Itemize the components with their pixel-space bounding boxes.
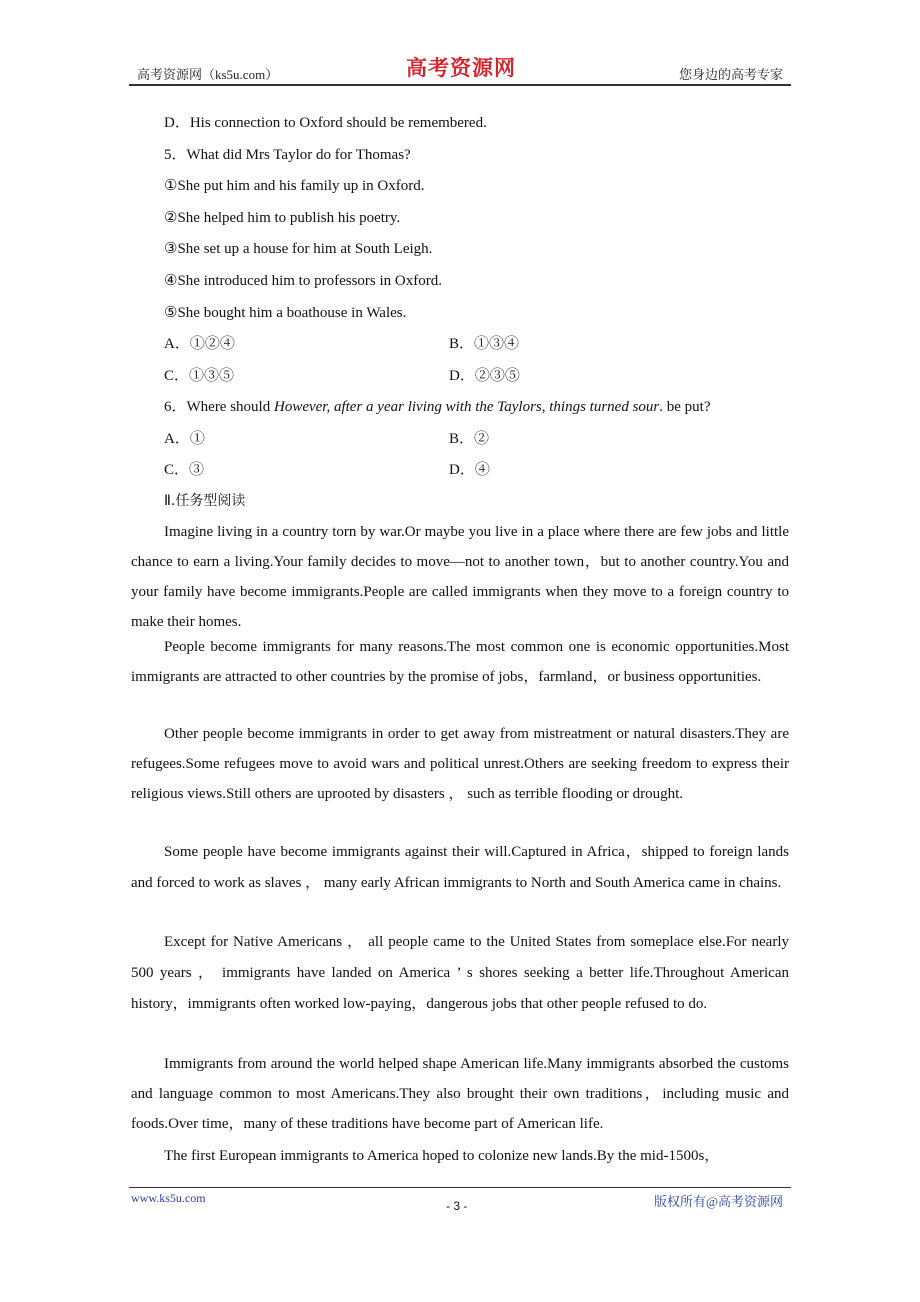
question-line: ④She introduced him to professors in Oxford. (164, 273, 442, 289)
paragraph: Some people have become immigrants against their will.Captured in Africa，shipped to foreign lands and forced to work as slaves ， many early African immigrants to North and South America came in chains. (131, 844, 789, 891)
paragraph: People become immigrants for many reasons.The most common one is economic opportunities.Most immigrants are attracted to other countries by the promise of jobs，farmland，or business opportunities. (131, 639, 789, 685)
option-a: A．① (164, 431, 205, 447)
question-line: ①She put him and his family up in Oxford. (164, 178, 425, 194)
paragraph: The first European immigrants to America hoped to colonize new lands.By the mid-1500s， (164, 1148, 720, 1164)
paragraph: Immigrants from around the world helped shape American life.Many immigrants absorbed the customs and language common to most Americans.They also brought their own traditions，including music and foods.Over time，many of these traditions have become part of American life. (131, 1056, 789, 1132)
header-rule (129, 84, 791, 86)
header-left: 高考资源网（ks5u.com） (137, 67, 279, 82)
question-line: D．His connection to Oxford should be remembered. (164, 115, 487, 131)
footer-right: 版权所有@高考资源网 (654, 1194, 783, 1209)
footer-link[interactable]: www.ks5u.com (131, 1191, 206, 1205)
option-c: C．①③⑤ (164, 368, 235, 384)
q6-quote: However, after a year living with the Taylors, things turned sour (273, 399, 660, 415)
option-d: D．②③⑤ (449, 368, 520, 384)
paragraph: Except for Native Americans ， all people came to the United States from someplace else.For nearly 500 years ， immigrants have landed on America ’ s shores seeking a better life.Throughout American history，immigrants often worked low-paying，dangerous jobs that other people refused to do. (131, 934, 789, 1012)
logo: 高考资源网 (406, 55, 516, 80)
q6-prefix: 6．Where should (164, 399, 274, 415)
question-6 (164, 397, 711, 417)
question-line: ⑤She bought him a boathouse in Wales. (164, 305, 407, 321)
option-b: B．② (449, 431, 490, 447)
section-title: Ⅱ.任务型阅读 (164, 493, 246, 509)
q6-suffix: . be put? (659, 399, 711, 415)
question-line: ③She set up a house for him at South Leigh. (164, 241, 433, 257)
paragraph: Imagine living in a country torn by war.Or maybe you live in a place where there are few jobs and little chance to earn a living.Your family decides to move—not to another town，but to another country.You and your family have become immigrants.People are called immigrants when they move to a foreign country to make their homes. (131, 524, 789, 630)
option-b: B．①③④ (449, 336, 520, 352)
paragraph: Other people become immigrants in order to get away from mistreatment or natural disasters.They are refugees.Some refugees move to avoid wars and political unrest.Others are seeking freedom to express their religious views.Still others are uprooted by disasters ， such as terrible flooding or drought. (131, 726, 789, 802)
option-c: C．③ (164, 462, 205, 478)
question-line: 5．What did Mrs Taylor do for Thomas? (164, 147, 411, 163)
question-line: ②She helped him to publish his poetry. (164, 210, 401, 226)
footer-rule (129, 1187, 791, 1188)
header-right: 您身边的高考专家 (678, 67, 783, 82)
option-a: A．①②④ (164, 336, 235, 352)
page-number: - 3 - (446, 1199, 468, 1213)
option-d: D．④ (449, 462, 490, 478)
